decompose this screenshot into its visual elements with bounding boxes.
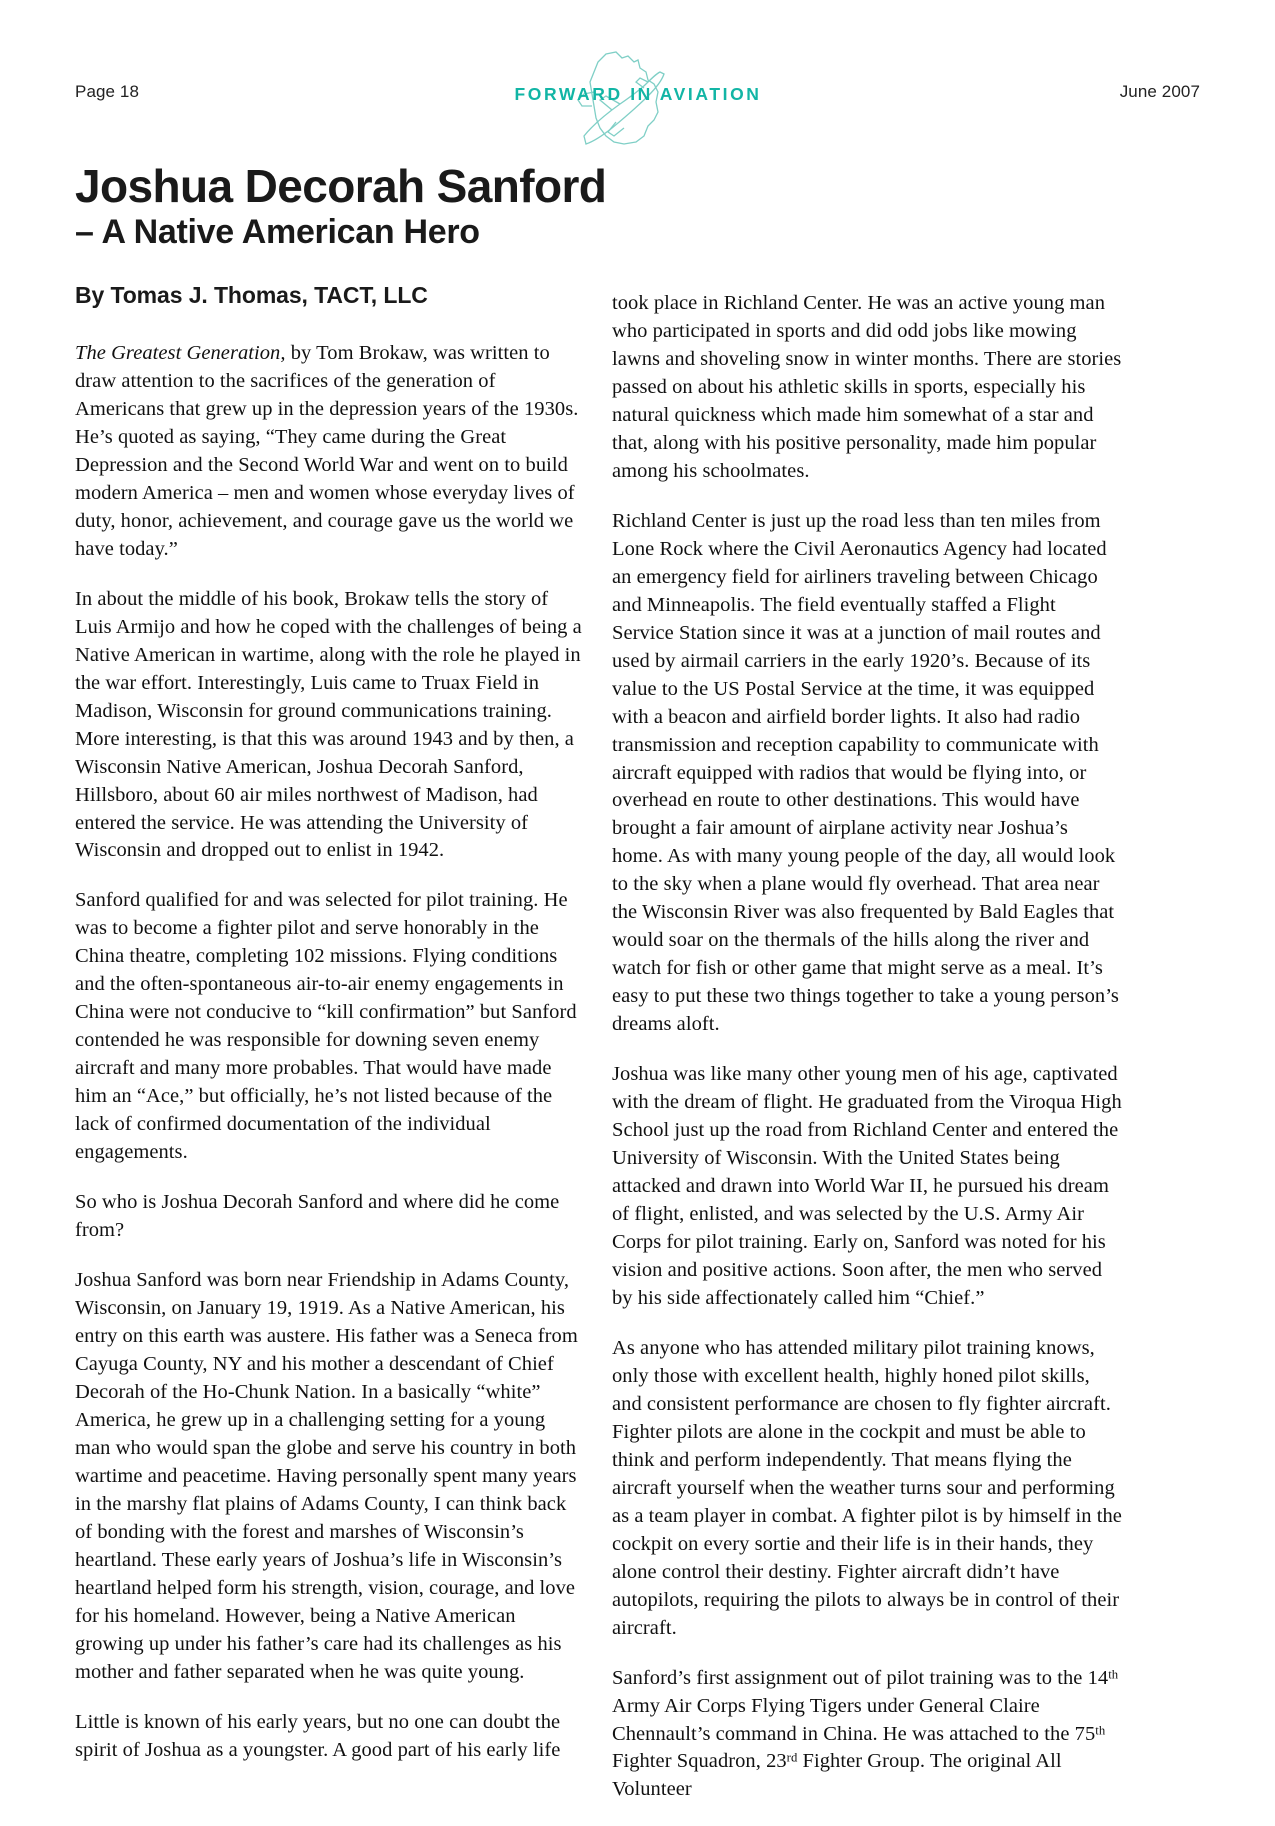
issue-date-label: June 2007 xyxy=(1119,82,1200,101)
forward-in-aviation-logo xyxy=(488,48,788,158)
body-paragraph: Richland Center is just up the road less than ten miles from Lone Rock where the Civil Aeronautics Agency had located an emergency field for airliners traveling between Chicago and Minneapolis. The field eventually staffed a Flight Service Station since it was at a junction of mail routes and used by airmail carriers in the early 1920’s. Because of its value to the US Postal Service at the time, it was equipped with a beacon and airfield border lights. It also had radio transmission and reception capability to communicate with aircraft equipped with radios that would be flying into, or overhead en route to other destinations. This would have brought a fair amount of airplane activity near Joshua’s home. As with many young people of the day, all would look to the sky when a plane would fly overhead. That area near the Wisconsin River was also frequented by Bald Eagles that would soar on the thermals of the hills along the river and watch for fish or other game that might serve as a meal. It’s easy to put these two things together to take a young person’s dreams aloft. xyxy=(612,509,1119,1036)
book-title-italic: The Greatest Generation, xyxy=(75,342,286,364)
body-paragraph: Joshua Sanford was born near Friendship in Adams County, Wisconsin, on January 19, 1919. As a Native American, his entry on this earth was austere. His father was a Seneca from Cayuga County, NY and his mother a descendant of Chief Decorah of the Ho-Chunk Nation. In a basically “white” America, he grew up in a challenging setting for a young man who would span the globe and serve his country in both wartime and peacetime. Having personally spent many years in the marshy flat plains of Adams County, I can think back of bonding with the forest and marshes of Wisconsin’s heartland. These early years of Joshua’s life in Wisconsin’s heartland helped form his strength, vision, courage, and love for his homeland. However, being a Native American growing up under his father’s care had its challenges as his mother and father separated when he was quite young. xyxy=(75,1269,578,1683)
page-header xyxy=(75,78,1200,138)
article-title: Joshua Decorah Sanford xyxy=(75,160,607,212)
ordinal-superscript: rd xyxy=(786,1751,798,1766)
body-paragraph: In about the middle of his book, Brokaw tells the story of Luis Armijo and how he coped with the challenges of being a Native American in wartime, along with the role he played in the war effort. Interestingly, Luis came to Truax Field in Madison, Wisconsin for ground communications training. More interesting, is that this was around 1943 and by then, a Wisconsin Native American, Joshua Decorah Sanford, Hillsboro, about 60 air miles northwest of Madison, had entered the service. He was attending the University of Wisconsin and dropped out to enlist in 1942. xyxy=(75,587,582,862)
body-paragraph: Sanford qualified for and was selected for pilot training. He was to become a fighter pilot and serve honorably in the China theatre, completing 102 missions. Flying conditions and the often-spontaneous air-to-air enemy engagements in China were not conducive to “kill confirmation” but Sanford contended he was responsible for downing seven enemy aircraft and many more probables. That would have made him an “Ace,” but officially, he’s not listed because of the lack of confirmed documentation of the individual engagements. xyxy=(75,889,577,1164)
article-subtitle: – A Native American Hero xyxy=(75,213,480,251)
body-paragraph: As anyone who has attended military pilot training knows, only those with excellent health, highly honed pilot skills, and consistent performance are chosen to fly fighter aircraft. Fighter pilots are alone in the cockpit and must be able to think and perform independently. That means flying the aircraft yourself when the weather turns sour and performing as a team player in combat. A fighter pilot is by himself in the cockpit on every sortie and their life is in their hands, they alone control their destiny. Fighter aircraft didn’t have autopilots, requiring the pilots to always be in control of their aircraft. xyxy=(612,1336,1122,1639)
left-column xyxy=(75,340,585,1787)
body-paragraph: took place in Richland Center. He was an active young man who participated in sports and did odd jobs like mowing lawns and shoveling snow in winter months. There are stories passed on about his athletic skills in sports, especially his natural quickness which made him somewhat of a star and that, along with his positive personality, made him popular among his schoolmates. xyxy=(612,292,1122,482)
body-paragraph: The Greatest Generation, by Tom Brokaw, was written to draw attention to the sacrifices of the generation of Americans that grew up in the depression years of the 1930s. He’s quoted as saying, “They came during the Great Depression and the Second World War and went on to build modern America – men and women whose everyday lives of duty, honor, achievement, and courage gave us the world we have today.” xyxy=(75,342,579,560)
ordinal-superscript: th xyxy=(1095,1723,1106,1738)
article-body xyxy=(75,290,1200,1801)
article-byline: By Tomas J. Thomas, TACT, LLC xyxy=(75,282,428,308)
body-paragraph: Little is known of his early years, but no one can doubt the spirit of Joshua as a youngster. A good part of his early life xyxy=(75,1710,561,1761)
right-column xyxy=(612,290,1122,1826)
logo-wordmark xyxy=(514,84,761,104)
body-paragraph: Sanford’s first assignment out of pilot training was to the 14th Army Air Corps Flying Tigers under General Claire Chennault’s command in China. He was attached to the 75th Fighter Squadron, 23rd Fighter Group. The original All Volunteer xyxy=(612,1666,1119,1801)
logo-text: FORWARD IN AVIATION xyxy=(513,84,762,104)
body-paragraph: Joshua was like many other young men of his age, captivated with the dream of flight. He graduated from the Viroqua High School just up the road from Richland Center and entered the University of Wisconsin. With the United States being attacked and drawn into World War II, he pursued his dream of flight, enlisted, and was selected by the U.S. Army Air Corps for pilot training. Early on, Sanford was noted for his vision and positive actions. Soon after, the men who served by his side affectionately called him “Chief.” xyxy=(612,1063,1122,1309)
page-number-label: Page 18 xyxy=(75,82,140,101)
ordinal-superscript: th xyxy=(1108,1667,1119,1682)
body-paragraph: So who is Joshua Decorah Sanford and where did he come from? xyxy=(75,1191,560,1242)
